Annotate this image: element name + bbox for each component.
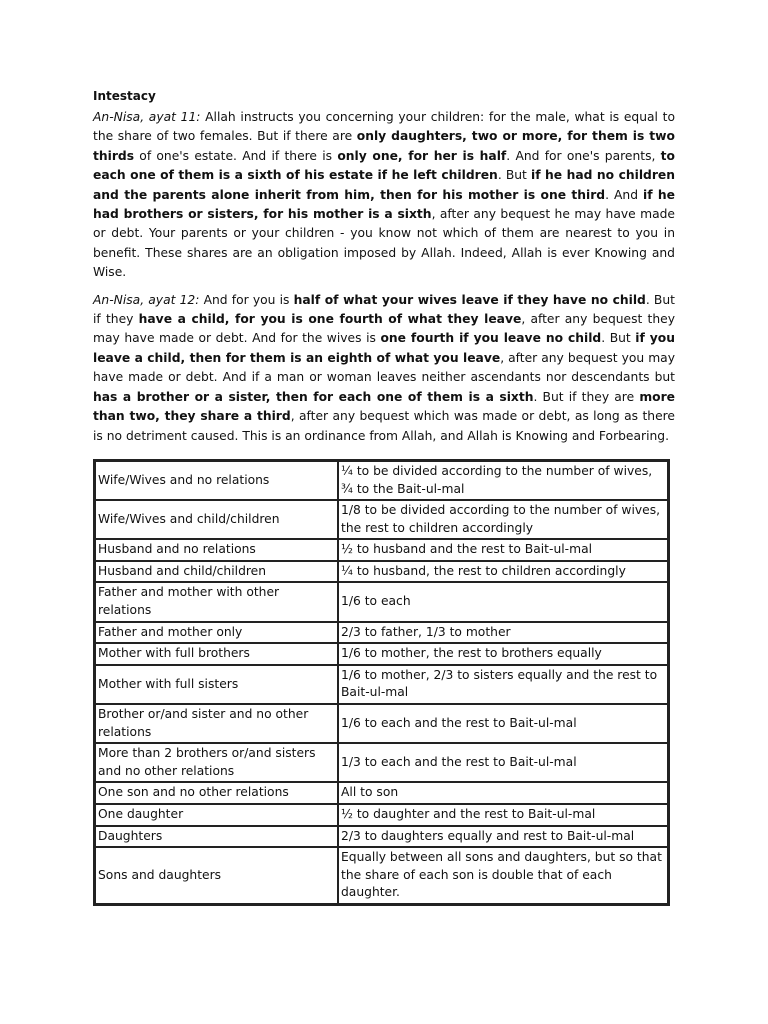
ayat-11-text-3: . And for one's parents,	[506, 148, 661, 163]
ayat-11-reference: An-Nisa, ayat 11:	[93, 110, 201, 124]
ayat-12-text-2: . But if they	[93, 292, 675, 327]
relation-cell: Wife/Wives and child/children	[95, 500, 338, 539]
ayat-12-text-6: . But if they are	[533, 389, 640, 404]
share-cell: 1/3 to each and the rest to Bait-ul-mal	[338, 743, 668, 782]
table-row	[95, 804, 668, 826]
relation-cell: One daughter	[95, 804, 338, 826]
relation-cell: Father and mother only	[95, 622, 338, 644]
ayat-11-bold-1: only daughters, two or more, for them is two thirds	[93, 129, 675, 163]
ayat-12-reference: An-Nisa, ayat 12:	[93, 292, 200, 307]
table-row	[95, 743, 668, 782]
ayat-12-text-5: , after any bequest you may have made or debt. And if a man or woman leaves neither ascendants nor descendants but	[93, 350, 675, 385]
relation-cell: Husband and child/children	[95, 561, 338, 583]
share-cell: ¼ to husband, the rest to children accordingly	[338, 561, 668, 583]
ayat-12-text-3: , after any bequest they may have made or debt. And for the wives is	[93, 312, 675, 346]
ayat-11-text-2: of one's estate. And if there is	[134, 148, 338, 163]
ayat-11-text-6: , after any bequest he may have made or debt. Your parents or your children - you know not which of them are nearest to you in benefit. These shares are an obligation imposed by Allah. Indeed, Allah is ever Knowing and Wise.	[93, 207, 675, 280]
share-cell: 1/6 to each	[338, 582, 668, 621]
ayat-12-bold-1: half of what your wives leave if they have no child	[293, 292, 646, 307]
table-row	[95, 622, 668, 644]
ayat-12-paragraph	[93, 291, 675, 446]
relation-cell: Mother with full sisters	[95, 665, 338, 704]
relation-cell: Mother with full brothers	[95, 643, 338, 665]
relation-cell: Sons and daughters	[95, 847, 338, 904]
share-cell: ½ to husband and the rest to Bait-ul-mal	[338, 539, 668, 561]
ayat-11-bold-3: to each one of them is a sixth of his estate if he left children	[93, 148, 675, 183]
share-cell: All to son	[338, 782, 668, 804]
relation-cell: Brother or/and sister and no other relations	[95, 704, 338, 743]
relation-cell: Father and mother with other relations	[95, 582, 338, 621]
relation-cell: Daughters	[95, 826, 338, 848]
ayat-11-bold-4: if he had no children and the parents alone inherit from him, then for his mother is one third	[93, 168, 676, 202]
document-heading: Intestacy	[93, 89, 156, 103]
relation-cell: One son and no other relations	[95, 782, 338, 804]
ayat-11-text-5: . And	[605, 187, 643, 202]
share-cell: 2/3 to father, 1/3 to mother	[338, 622, 668, 644]
ayat-12-bold-2: have a child, for you is one fourth of what they leave	[138, 312, 522, 327]
ayat-11-text-1: Allah instructs you concerning your children: for the male, what is equal to the share of two females. But if there are	[93, 110, 675, 144]
relation-cell: More than 2 brothers or/and sisters and no other relations	[95, 743, 338, 782]
table-row	[95, 847, 668, 904]
ayat-12-bold-5: has a brother or a sister, then for each one of them is a sixth	[93, 389, 534, 404]
table-row	[95, 782, 668, 804]
ayat-11-bold-2: only one, for her is half	[337, 148, 507, 163]
ayat-12-text-7: , after any bequest which was made or debt, as long as there is no detriment caused. This is an ordinance from Allah, and Allah is Knowing and Forbearing.	[93, 409, 675, 443]
inheritance-shares-table	[93, 459, 670, 906]
document-page	[93, 86, 675, 906]
ayat-11-bold-5: if he had brothers or sisters, for his mother is a sixth	[93, 187, 676, 222]
share-cell: 1/6 to each and the rest to Bait-ul-mal	[338, 704, 668, 743]
ayat-12-bold-6: more than two, they share a third	[93, 389, 675, 424]
share-cell: 1/8 to be divided according to the number of wives, the rest to children accordingly	[338, 500, 668, 539]
ayat-12-text-1: And for you is	[199, 292, 294, 307]
table-row	[95, 461, 668, 500]
table-row	[95, 500, 668, 539]
table-row	[95, 582, 668, 621]
ayat-12-bold-3: one fourth if you leave no child	[380, 331, 602, 346]
relation-cell: Wife/Wives and no relations	[95, 461, 338, 500]
table-row	[95, 826, 668, 848]
table-row	[95, 561, 668, 583]
ayat-11-text-4: . But	[497, 168, 531, 183]
table-row	[95, 665, 668, 704]
relation-cell: Husband and no relations	[95, 539, 338, 561]
share-cell: 1/6 to mother, the rest to brothers equally	[338, 643, 668, 665]
table-row	[95, 643, 668, 665]
ayat-12-bold-4: if you leave a child, then for them is an eighth of what you leave	[93, 331, 675, 365]
share-cell: 2/3 to daughters equally and rest to Bait-ul-mal	[338, 826, 668, 848]
table-row	[95, 704, 668, 743]
share-cell: Equally between all sons and daughters, but so that the share of each son is double that of each daughter.	[338, 847, 668, 904]
ayat-12-text-4: . But	[601, 331, 636, 346]
share-cell: 1/6 to mother, 2/3 to sisters equally and the rest to Bait-ul-mal	[338, 665, 668, 704]
ayat-11-paragraph	[93, 108, 675, 283]
share-cell: ¼ to be divided according to the number of wives, ¾ to the Bait-ul-mal	[338, 461, 668, 500]
table-row	[95, 539, 668, 561]
share-cell: ½ to daughter and the rest to Bait-ul-mal	[338, 804, 668, 826]
